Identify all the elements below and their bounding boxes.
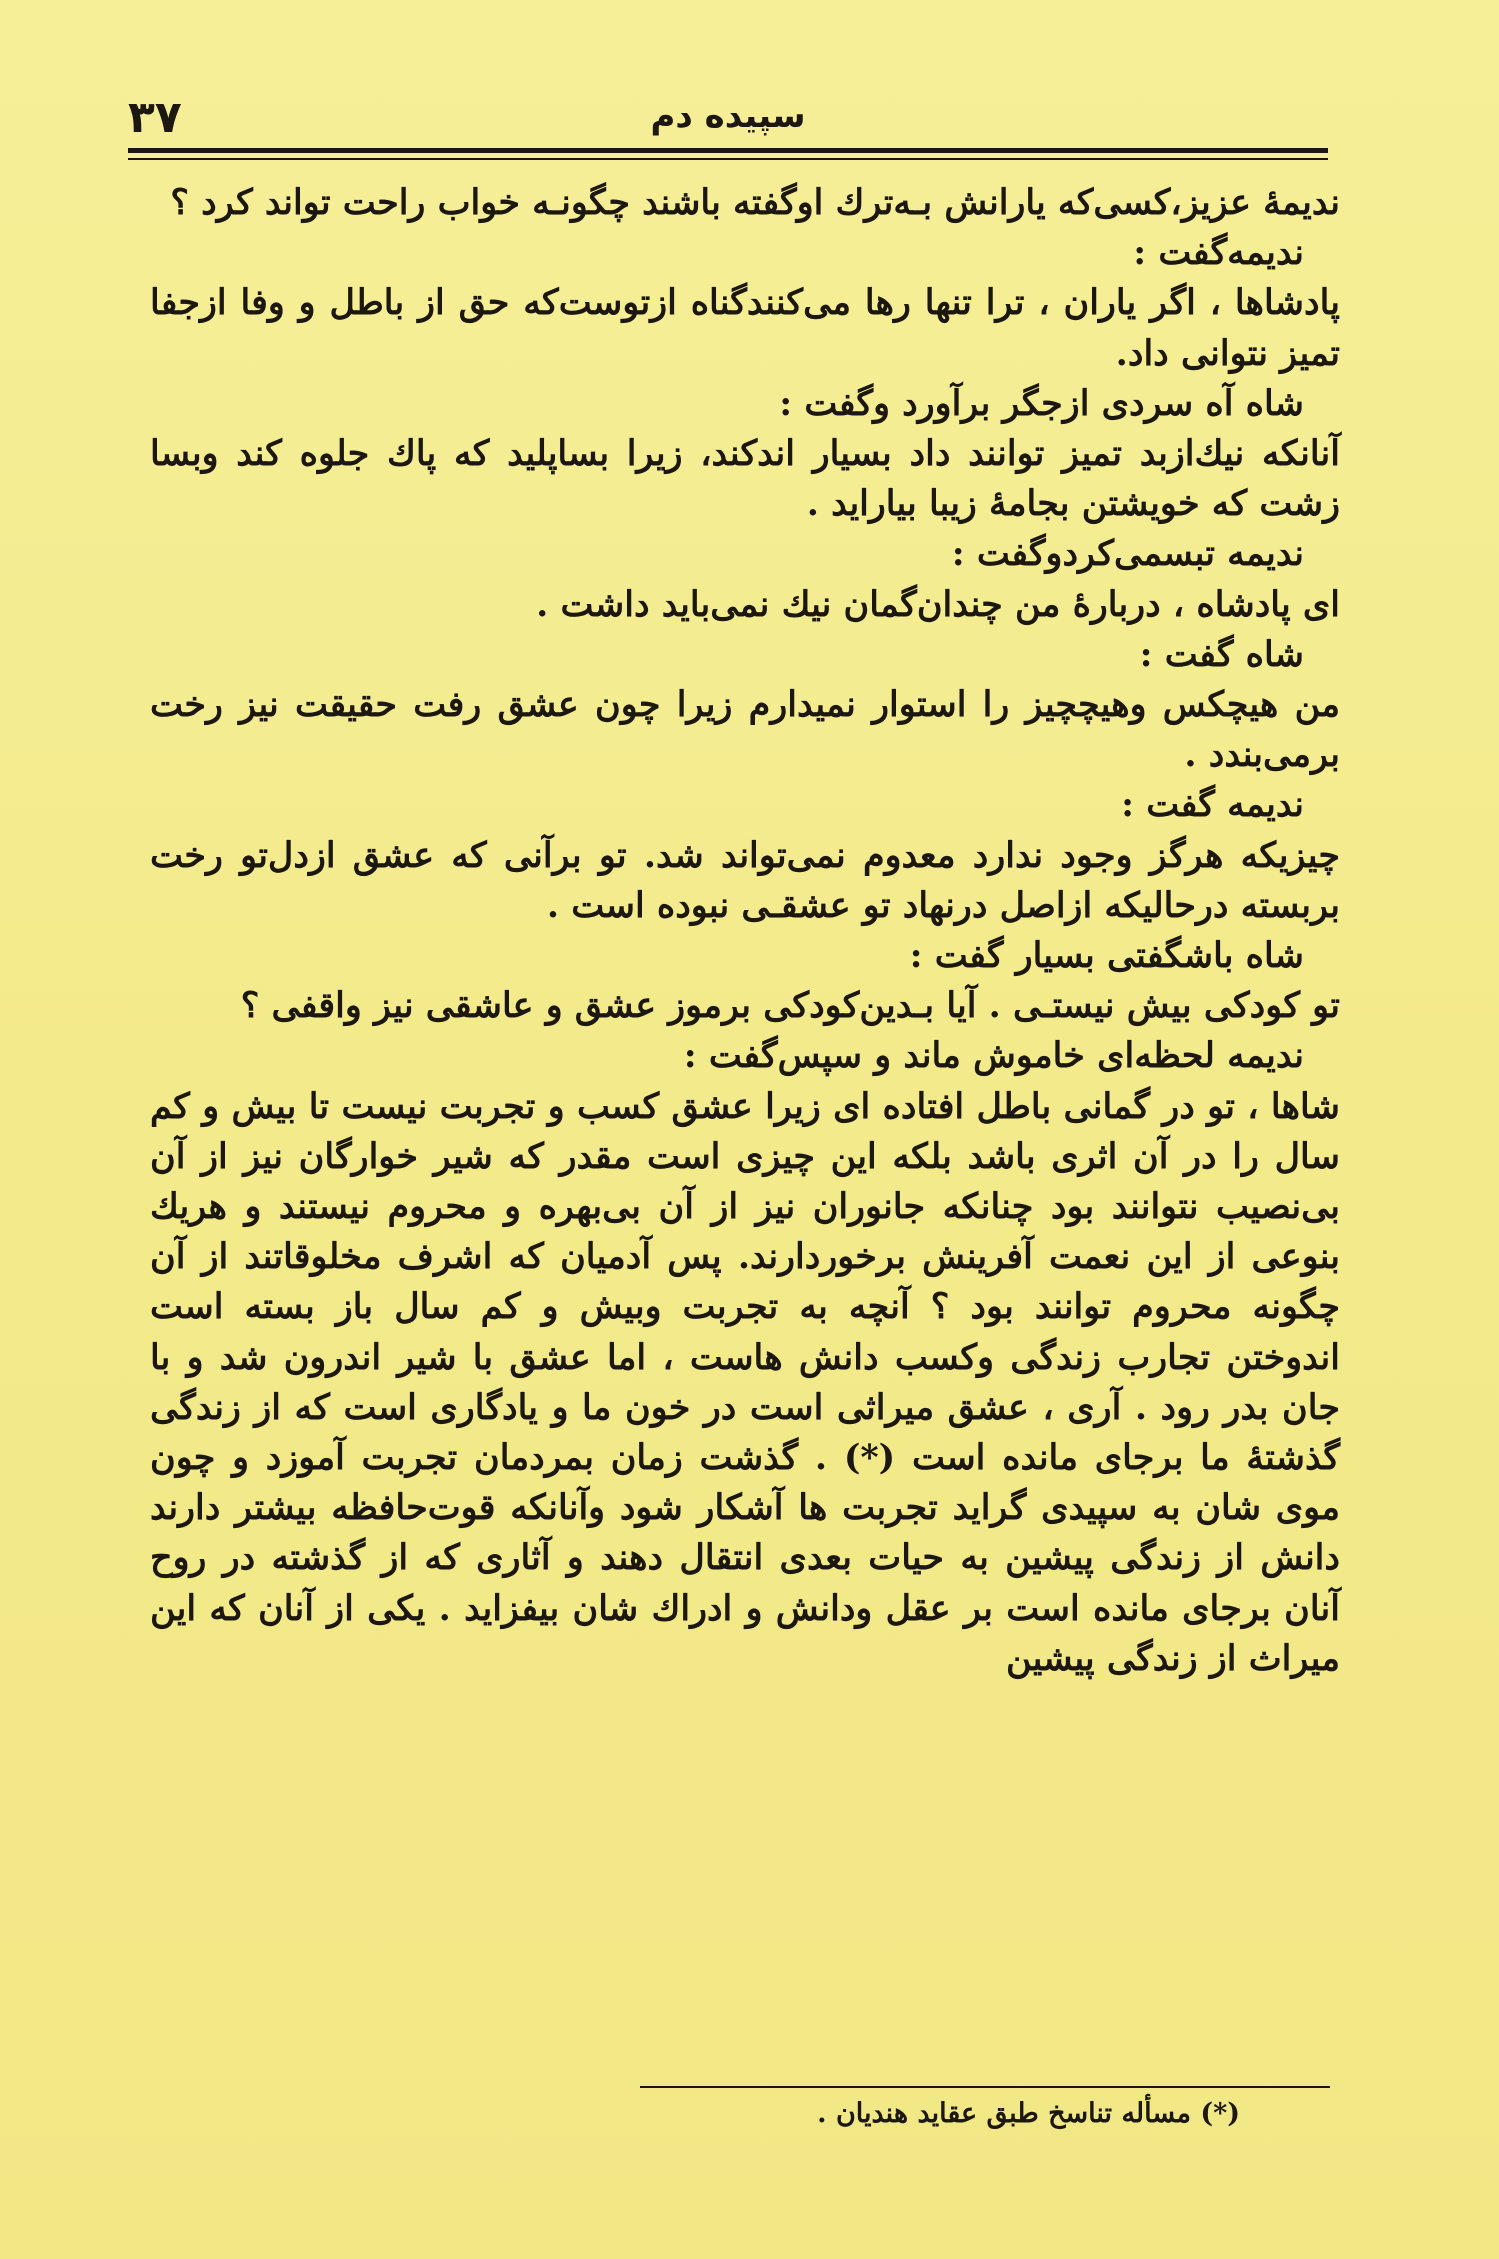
narration-line: شاه آه سردی ازجگر برآورد وگفت : (779, 382, 1304, 424)
body-text (150, 178, 1340, 1684)
narration-line: ندیمه گفت : (1121, 784, 1304, 826)
paragraph: ندیمهٔ عزیز،کسی‌که یارانش بـه‌ترك اوگفته باشند چگونـه خواب راحت تواند کرد ؟ (170, 182, 1340, 223)
page-number: ۳۷ (128, 92, 182, 143)
page-header (128, 92, 1328, 142)
narration-line: ندیمه‌گفت : (1133, 232, 1304, 274)
narration-line: شاه باشگفتی بسیار گفت : (909, 935, 1304, 977)
footnote-rule (640, 2086, 1330, 2088)
paragraph: آنانکه نیك‌ازبد تمیز توانند داد بسیار اندکند، زیرا بساپلید که پاك جلوه کند وبسا زشت که خویشتن بجامهٔ زیبا بیاراید . (150, 433, 1340, 525)
paragraph: پادشاها ، اگر یاران ، ترا تنها رها می‌کنندگناه ازتوست‌که حق از باطل و وفا ازجفا تمیز نتوانی داد. (150, 282, 1340, 374)
narration-line: ندیمه لحظه‌ای خاموش ماند و سپس‌گفت : (683, 1035, 1304, 1077)
paragraph: ای پادشاه ، دربارهٔ من چندان‌گمان نیك نمی‌باید داشت . (536, 583, 1340, 625)
narration-line: شاه گفت : (1139, 633, 1304, 675)
footnote: (*) مسأله تناسخ طبق عقاید هندیان . (817, 2098, 1240, 2129)
header-rule-thin (128, 158, 1328, 160)
paragraph: شاها ، تو در گمانی باطل افتاده ای زیرا عشق کسب و تجربت نیست تا بیش و کم سال را در آن اثری باشد بلکه این چیزی است مقدر که شیر خوارگان نیز از آن بی‌نصیب نتوانند بود چنانکه جانوران نیز از آن بی‌بهره و محروم نیستند و هریك بنوعی از این نعمت آفرینش برخوردارند. پس آدمیان که اشرف مخلوقاتند از آن چگونه محروم توانند بود ؟ آنچه به تجربت وبیش و کم سال باز بسته است اندوختن تجارب زندگی وکسب دانش هاست ، اما عشق با شیر اندرون شد و با جان بدر رود . آری ، عشق میراثی است در خون ما و یادگاری است که از زندگی گذشتهٔ ما برجای مانده است (*) . گذشت زمان بمردمان تجربت آموزد و چون موی شان به سپیدی گراید تجربت ها آشکار شود وآنانکه قوت‌حافظه بیشتر دارند دانش از زندگی پیشین به حیات بعدی انتقال دهند و آثاری که از گذشته در روح آنان برجای مانده است بر عقل ودانش و ادراك شان بیفزاید . یکی از آنان که این میراث از زندگی پیشین (150, 1085, 1340, 1679)
paragraph: چیزیکه هرگز وجود ندارد معدوم نمی‌تواند شد. تو برآنی که عشق ازدل‌تو رخت بربسته درحالیکه ازاصل درنهاد تو عشقـی نبوده است . (150, 834, 1340, 926)
paragraph: تو کودکی بیش نیستـی . آیا بـدین‌کودکی برموز عشق و عاشقی نیز واقفی ؟ (240, 985, 1340, 1027)
running-title: سپیده دم (650, 96, 806, 136)
paragraph: من هیچکس وهیچچیز را استوار نمیدارم زیرا چون عشق رفت حقیقت نیز رخت برمی‌بندد . (150, 684, 1340, 776)
header-rule-thick (128, 148, 1328, 153)
narration-line: ندیمه تبسمی‌کردوگفت : (951, 533, 1304, 575)
